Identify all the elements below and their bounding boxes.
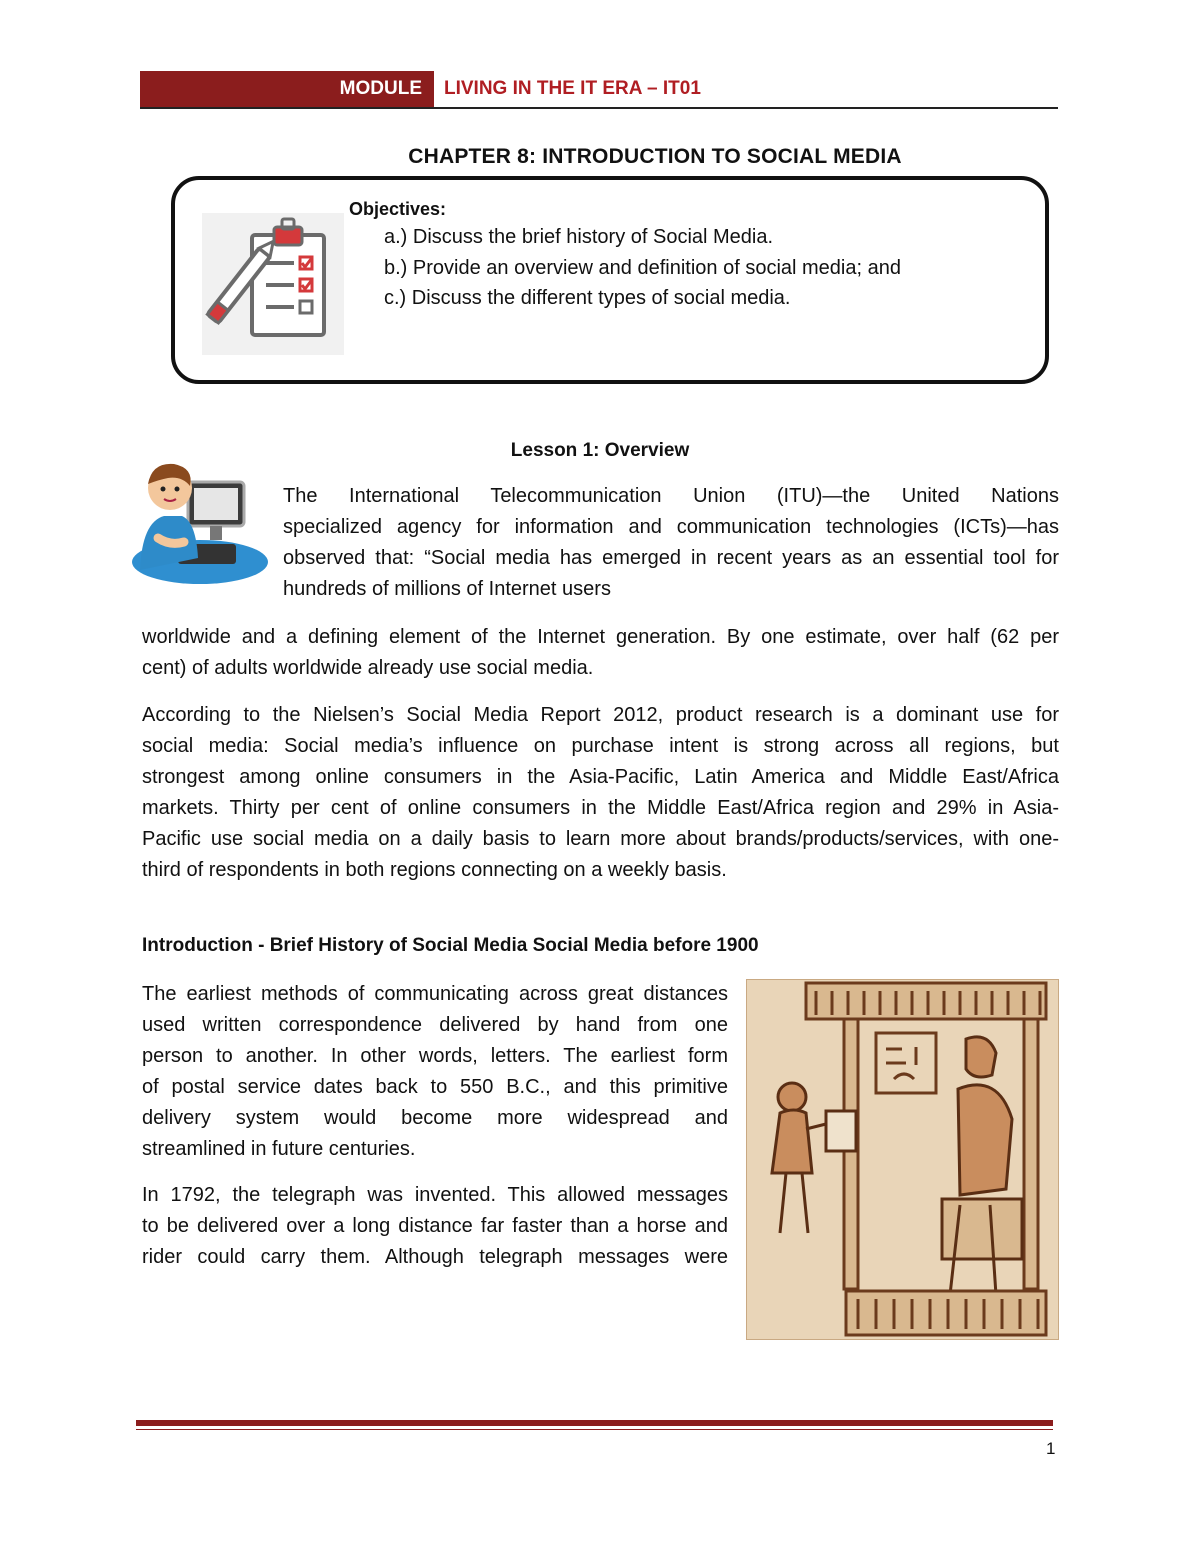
section-heading: Introduction - Brief History of Social Media Social Media before 1900	[142, 935, 759, 956]
text-line: third of respondents in both regions connecting on a weekly basis.	[142, 859, 727, 881]
text-line: person to another. In other words, letters. The earliest form	[142, 1045, 728, 1067]
objective-item: c.) Discuss the different types of social media.	[384, 287, 791, 309]
lesson-title: Lesson 1: Overview	[510, 440, 690, 461]
objectives-heading: Objectives:	[349, 199, 447, 219]
text-line: specialized agency for information and communication technologies (ICTs)—has	[283, 516, 1059, 538]
text-line: hundreds of millions of Internet users	[283, 578, 611, 600]
text-line: of postal service dates back to 550 B.C., and this primitive	[142, 1076, 728, 1098]
clipboard-checklist-icon	[202, 213, 344, 355]
person-at-computer-icon	[118, 458, 268, 586]
text-line: According to the Nielsen’s Social Media Report 2012, product research is a dominant use for	[142, 704, 1059, 726]
text-line: observed that: “Social media has emerged in recent years as an essential tool for	[283, 547, 1059, 569]
text-line: Pacific use social media on a daily basis to learn more about brands/products/services, with one-	[142, 828, 1059, 850]
history-paragraph-2	[142, 1180, 728, 1273]
egyptian-relief-image	[746, 979, 1059, 1340]
objective-item: a.) Discuss the brief history of Social Media.	[384, 226, 774, 248]
footer-rule	[136, 1420, 1053, 1426]
module-label: MODULE	[140, 71, 434, 107]
text-line: to be delivered over a long distance far faster than a horse and	[142, 1215, 728, 1237]
course-title: LIVING IN THE IT ERA – IT01	[444, 78, 701, 99]
text-line: The International Telecommunication Union (ITU)—the United Nations	[283, 485, 1059, 507]
text-line: markets. Thirty per cent of online consumers in the Middle East/Africa region and 29% in Asia-	[142, 797, 1059, 819]
lesson-paragraph-1	[142, 622, 1059, 684]
text-line: rider could carry them. Although telegraph messages were	[142, 1246, 728, 1268]
text-line: cent) of adults worldwide already use social media.	[142, 657, 594, 679]
text-line: In 1792, the telegraph was invented. This allowed messages	[142, 1184, 728, 1206]
lesson-intro-paragraph	[283, 481, 1059, 605]
text-line: social media: Social media’s influence on purchase intent is strong across all regions, but	[142, 735, 1059, 757]
footer-rule-thin	[136, 1429, 1053, 1430]
chapter-title: CHAPTER 8: INTRODUCTION TO SOCIAL MEDIA	[408, 145, 902, 168]
text-line: strongest among online consumers in the Asia-Pacific, Latin America and Middle East/Africa	[142, 766, 1059, 788]
header-rule	[140, 107, 1058, 109]
text-line: The earliest methods of communicating across great distances	[142, 983, 728, 1005]
lesson-paragraph-2	[142, 700, 1059, 886]
text-line: delivery system would become more widespread and	[142, 1107, 728, 1129]
text-line: streamlined in future centuries.	[142, 1138, 416, 1160]
page-number: 1	[1046, 1439, 1056, 1458]
history-paragraph-1	[142, 979, 728, 1165]
text-line: used written correspondence delivered by hand from one	[142, 1014, 728, 1036]
objective-item: b.) Provide an overview and definition of social media; and	[384, 257, 901, 279]
text-line: worldwide and a defining element of the Internet generation. By one estimate, over half (62 per	[142, 626, 1059, 648]
